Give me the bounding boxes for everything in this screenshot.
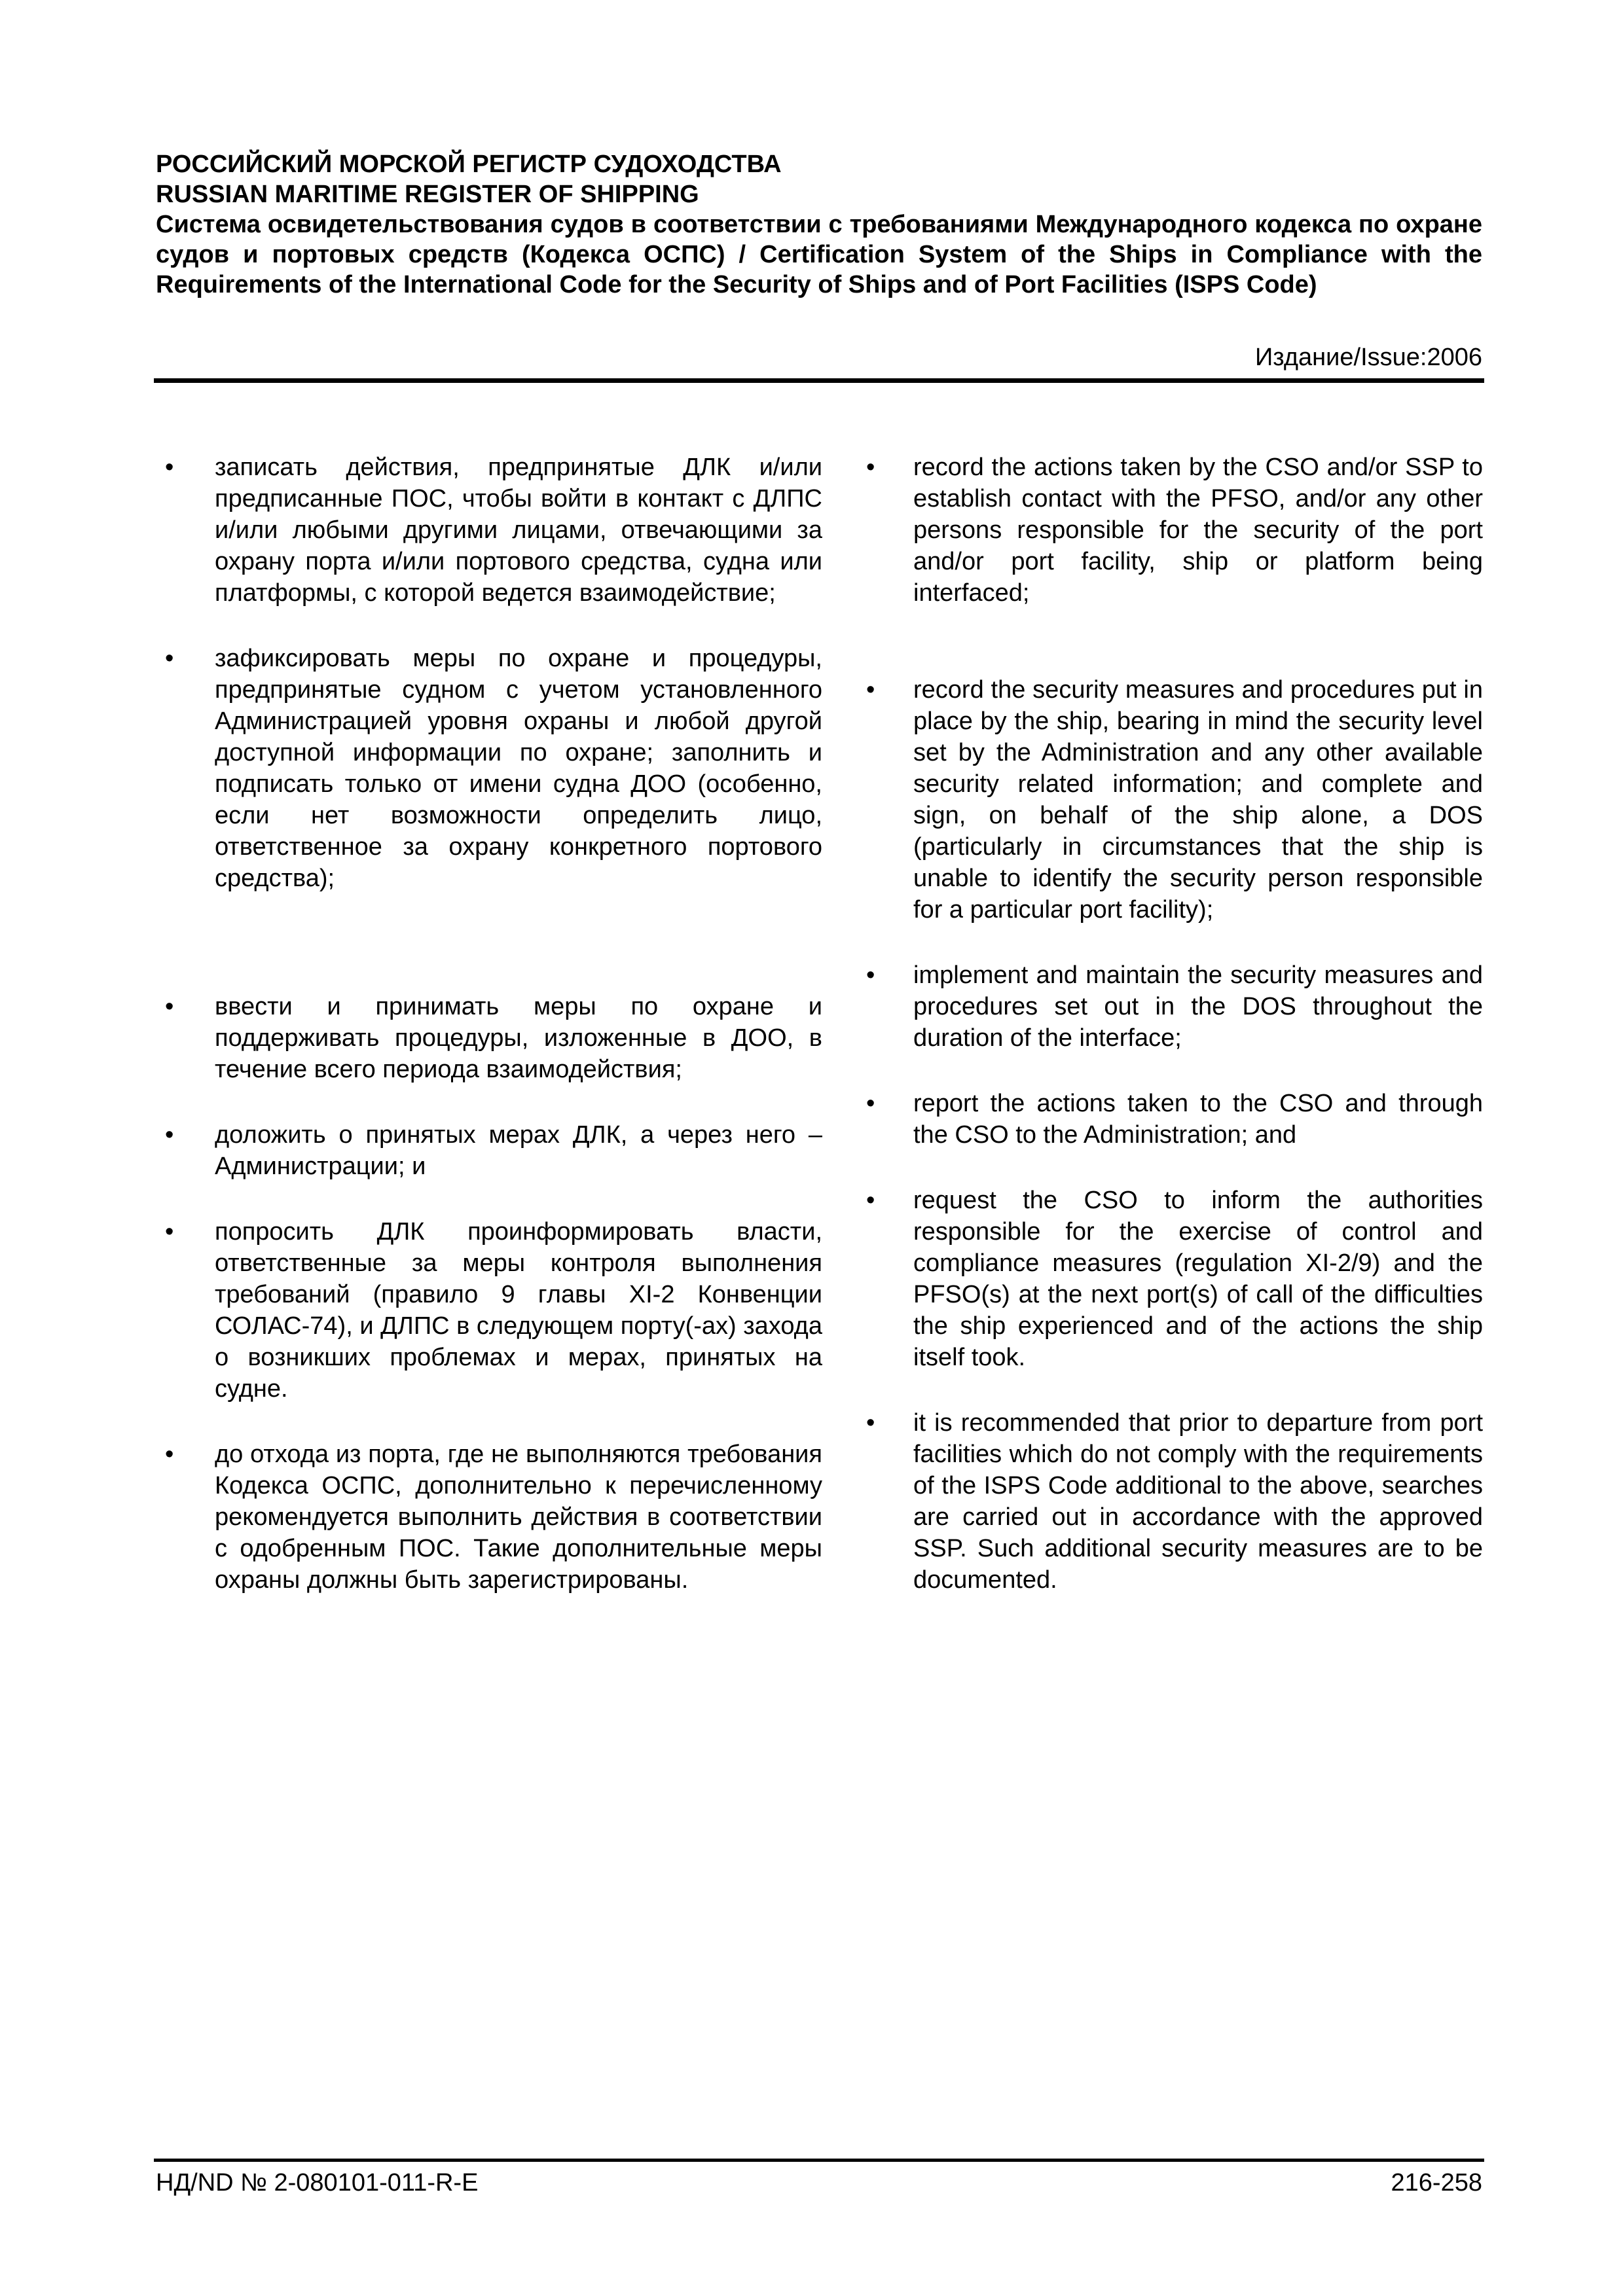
list-item-text: it is recommended that prior to departure from port facilities which do not comply with the requirements of the ISPS Code additional to the above, searches are carried out in accordance with the approved SSP. Such additional security measures are to be documented. <box>913 1409 1483 1594</box>
bullet-icon: • <box>165 1218 174 1246</box>
list-item-ru <box>156 452 822 609</box>
list-item-en <box>854 674 1483 925</box>
list-item-text: report the actions taken to the CSO and through the CSO to the Administration; and <box>913 1090 1483 1149</box>
document-number: НД/ND № 2-080101-011-R-E <box>156 2169 479 2197</box>
org-name-en: RUSSIAN MARITIME REGISTER OF SHIPPING <box>156 181 699 208</box>
column-english <box>854 452 1483 1596</box>
header-rule <box>154 378 1484 383</box>
bullet-icon: • <box>165 1121 174 1149</box>
list-item-ru <box>156 643 822 894</box>
column-russian <box>156 452 822 1596</box>
bullet-icon: • <box>866 961 875 989</box>
list-item-text: ввести и принимать меры по охране и поддерживать процедуры, изложенные в ДОО, в течение всего периода взаимодействия; <box>215 993 822 1083</box>
footer-rule <box>154 2159 1484 2162</box>
list-item-text: request the CSO to inform the authorities responsible for the exercise of control and compliance measures (regulation XI-2/9) and the PFSO(s) at the next port(s) of call of the difficulties the ship experienced and of the actions the ship itself took. <box>913 1187 1483 1371</box>
list-item-text: записать действия, предпринятые ДЛК и/или предписанные ПОС, чтобы войти в контакт с ДЛПС и/или любыми другими лицами, отвечающими за охрану порта и/или портового средства, судна или платформы, с которой ведется взаимодействие; <box>215 454 822 607</box>
document-subtitle: Система освидетельствования судов в соответствии с требованиями Международного кодекса по охране судов и портовых средств (Кодекса ОСПС) / Certification System of the Ships in Compliance with the Requirements of the International Code for the Security of Ships and of Port Facilities (ISPS Code) <box>156 211 1482 298</box>
page-number: 216-258 <box>1391 2169 1482 2197</box>
bullet-icon: • <box>866 1409 875 1437</box>
bullet-icon: • <box>866 454 875 481</box>
list-item-en <box>854 452 1483 609</box>
list-item-ru <box>156 1439 822 1596</box>
bullet-icon: • <box>866 676 875 704</box>
bullet-icon: • <box>866 1187 875 1214</box>
list-item-ru <box>156 1216 822 1405</box>
list-item-text: implement and maintain the security measures and procedures set out in the DOS throughout the duration of the interface; <box>913 961 1483 1052</box>
list-item-text: record the actions taken by the CSO and/or SSP to establish contact with the PFSO, and/or any other persons responsible for the security of the port and/or port facility, ship or platform being interfaced; <box>913 454 1483 607</box>
bullet-icon: • <box>165 993 174 1020</box>
list-item-text: зафиксировать меры по охране и процедуры, предпринятые судном с учетом установленного Администрацией уровня охраны и любой другой доступной информации по охране; заполнить и подписать только от имени судна ДОО (особенно, если нет возможности определить лицо, ответственное за охрану конкретного портового средства); <box>215 645 822 892</box>
bullet-icon: • <box>165 454 174 481</box>
list-item-ru <box>156 1119 822 1182</box>
org-name-ru: РОССИЙСКИЙ МОРСКОЙ РЕГИСТР СУДОХОДСТВА <box>156 151 782 178</box>
list-item-en <box>854 1407 1483 1596</box>
list-item-en <box>854 1185 1483 1373</box>
list-item-en <box>854 1088 1483 1151</box>
list-item-text: попросить ДЛК проинформировать власти, ответственные за меры контроля выполнения требований (правило 9 главы XI-2 Конвенции СОЛАС-74), и ДЛПС в следующем порту(-ах) захода о возникших проблемах и мерах, принятых на судне. <box>215 1218 822 1403</box>
list-item-text: record the security measures and procedures put in place by the ship, bearing in mind the security level set by the Administration and any other available security related information; and complete and sign, on behalf of the ship alone, a DOS (particularly in circumstances that the ship is unable to identify the security person responsible for a particular port facility); <box>913 676 1483 924</box>
bullet-icon: • <box>165 1441 174 1468</box>
issue-label: Издание/Issue:2006 <box>1254 344 1482 371</box>
bullet-icon: • <box>165 645 174 672</box>
bullet-icon: • <box>866 1090 875 1117</box>
list-item-ru <box>156 991 822 1085</box>
list-item-en <box>854 960 1483 1054</box>
list-item-text: до отхода из порта, где не выполняются требования Кодекса ОСПС, дополнительно к перечисленному рекомендуется выполнить действия в соответствии с одобренным ПОС. Такие дополнительные меры охраны должны быть зарегистрированы. <box>215 1441 822 1594</box>
list-item-text: доложить о принятых мерах ДЛК, а через него – Администрации; и <box>215 1121 822 1180</box>
page-header <box>156 149 1482 300</box>
